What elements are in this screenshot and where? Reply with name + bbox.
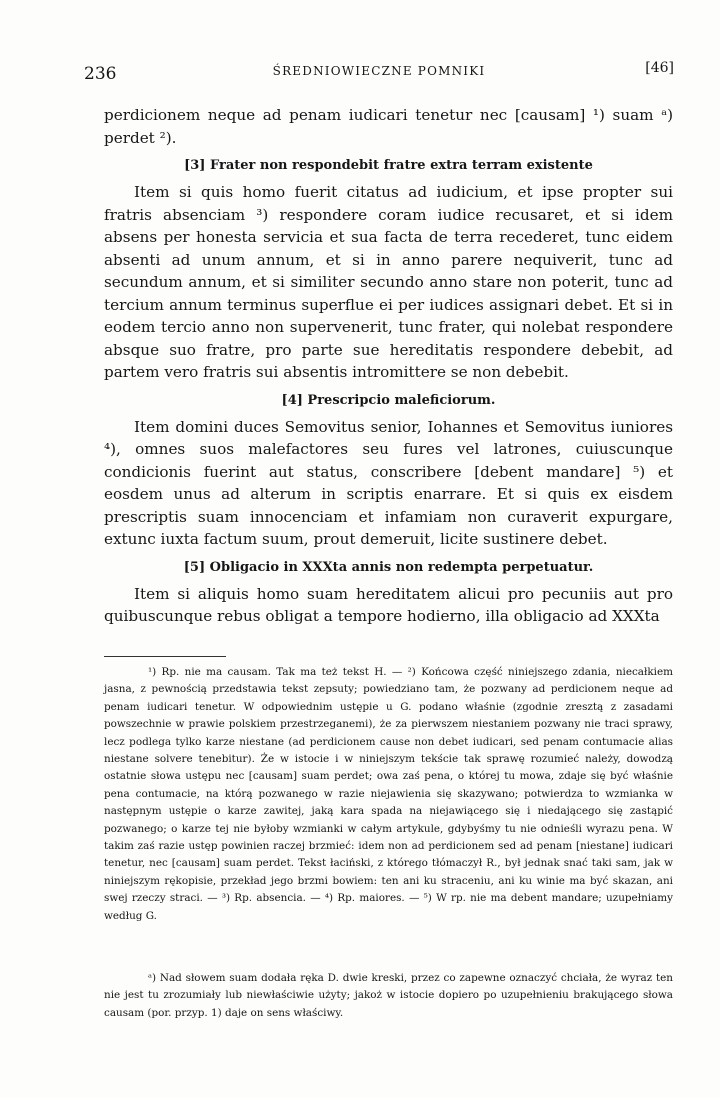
footnotes-lettered bbox=[104, 970, 673, 1022]
main-text bbox=[104, 104, 673, 628]
page-number: 236 bbox=[84, 64, 117, 84]
section-3-paragraph: Item si quis homo fuerit citatus ad iudicium, et ipse propter sui fratris absenciam ³) respondere coram iudice recusaret, et si idem absens per honesta servicia et sua facta de terra recederet, tunc eidem absenti ad unum annum, et si in anno parere nequiverit, tunc ad secundum annum, et si similiter secundo anno stare non poterit, tunc ad tercium annum terminus superflue ei per iudices assignari debet. Et si in eodem tercio anno non supervenerit, tunc frater, qui nolebat respondere absque suo fratre, pro parte sue hereditatis respondere debebit, ad partem vero fratris sui absentis intromittere se non debebit. bbox=[104, 183, 673, 381]
intro-paragraph: perdicionem neque ad penam iudicari tenetur nec [causam] ¹) suam ᵃ) perdet ²). bbox=[104, 106, 673, 147]
footnote-text: ¹) Rp. nie ma causam. Tak ma też tekst H. — ²) Końcowa część niniejszego zdania, niecałkiem jasna, z pewnością przedstawia tekst zepsuty; powiedziano tam, że pozwany ad perdicionem neque ad penam iudicari tenetur. W odpowiednim ustępie u G. podano właśnie (zgodnie zresztą z zasadami powszechnie w prawie polskiem przestrzeganemi), że za pierwszem niestaniem pozwany nie traci sprawy, lecz podlega tylko karze niestane (ad perdicionem cause non debet iudicari, sed penam contumacie alias niestane solvere tenebitur). Że w istocie i w niniejszym tekście tak sprawę rozumieć należy, dowodzą ostatnie słowa ustępu nec [causam] suam perdet; owa zaś pena, o której tu mowa, zdaje się być właśnie pena contumacie, na którą pozwanego w razie niejawienia się skazywano; potwierdza to wzmianka w następnym ustępie o karze zawitej, jaką kara spada na niejawiącego się i niedającego się zastąpić pozwanego; o karze tej nie byłoby wzmianki w całym artykule, gdybyśmy tu nie odnieśli wyrazu pena. W takim zaś razie ustęp powinien raczej brzmieć: idem non ad perdicionem sed ad penam [niestane] iudicari tenetur, nec [causam] suam perdet. Tekst łaciński, z którego tłómaczył R., był jednak snać taki sam, jak w niniejszym rękopisie, przekład jego brzmi bowiem: ten ani ku straceniu, ani ku winie ma być skazan, ani swej rzeczy straci. — ³) Rp. absencia. — ⁴) Rp. maiores. — ⁵) W rp. nie ma debent mandare; uzupełniamy według G. bbox=[104, 666, 673, 922]
footnote-divider bbox=[104, 656, 226, 657]
section-4-paragraph: Item domini duces Semovitus senior, Iohannes et Semovitus iuniores ⁴), omnes suos malefactores seu fures vel latrones, cuiuscunque condicionis fuerint aut status, conscribere [debent mandare] ⁵) et eosdem unus ad alterum in scriptis enarrare. Et si quis ex eisdem prescriptis suam innocenciam et infamiam non curaverit expurgare, extunc iuxta factum suum, prout demeruit, licite sustinere debet. bbox=[104, 417, 673, 548]
footnote-a-text: ᵃ) Nad słowem suam dodała ręka D. dwie kreski, przez co zapewne oznaczyć chciała, że wyraz ten nie jest tu zrozumiały lub niewłaściwie użyty; jakoż w istocie dopiero po uzupełnieniu brakującego słowa causam (por. przyp. 1) daje on sens właściwy. bbox=[104, 972, 673, 1019]
page-header bbox=[84, 60, 674, 84]
running-title: ŚREDNIOWIECZNE POMNIKI bbox=[272, 64, 486, 78]
section-5-heading: [5] Obligacio in XXXta annis non redempta perpetuatur. bbox=[183, 559, 594, 575]
section-3-heading: [3] Frater non respondebit fratre extra terram existente bbox=[184, 158, 593, 173]
page-reference: [46] bbox=[645, 60, 674, 76]
section-5-paragraph: Item si aliquis homo suam hereditatem alicui pro pecuniis aut pro quibuscunque rebus obligat a tempore hodierno, illa obligacio ad XXXta bbox=[104, 584, 673, 625]
section-4-heading: [4] Prescripcio maleficiorum. bbox=[281, 392, 496, 408]
footnotes-numbered bbox=[104, 664, 673, 925]
